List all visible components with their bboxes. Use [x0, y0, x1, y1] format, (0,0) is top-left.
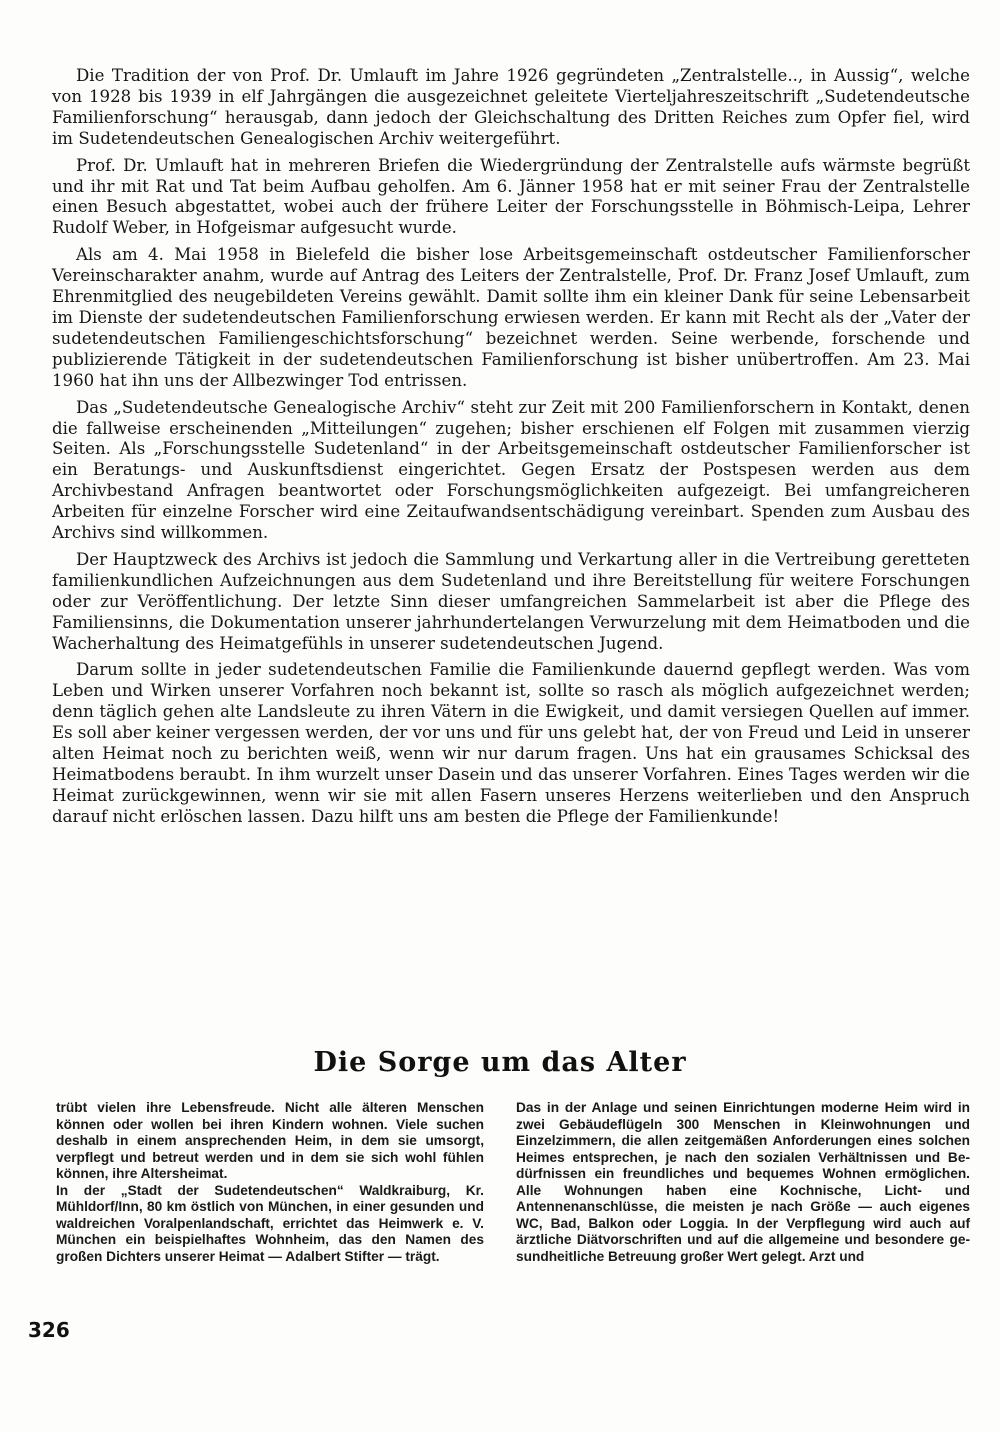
article-headline: Die Sorge um das Alter — [313, 1047, 687, 1078]
left-column-paragraph: trübt vielen ihre Lebensfreude. Nicht alle älteren Menschen können oder wollen bei ihren Kindern wohnen. Viele suchen deshalb in einem ansprechenden Heim, in dem sie umsorgt, verpflegt und betreut werden und in dem sie sich wohl fühlen können, ihre Altersheimat. — [56, 1100, 484, 1181]
paragraph-family-research: Darum sollte in jeder sudetendeutschen Familie die Familienkunde dauernd gepflegt werden. Was vom Leben und Wirken unserer Vorfahren noch bekannt ist, sollte so rasch als möglich aufgezeichnet werden; denn täglich gehen alte Landsleute zu ihren Vätern in die Ewigkeit, und damit versiegen Quellen auf immer. Es soll aber keiner vergessen werden, der vor uns und für uns gelebt hat, der von Freud und Leid in unserer alten Heimat noch zu berichten weiß, wenn wir nur darum fragen. Uns hat ein grausames Schicksal des Heimatbodens beraubt. In ihm wurzelt unser Dasein und das unserer Vorfahren. Eines Tages werden wir die Heimat zurückgewinnen, wenn wir sie mit allen Fasern unseres Herzens weiterlieben und den Anspruch darauf nicht erlöschen lassen. Dazu hilft uns am besten die Pflege der Familienkunde! — [52, 660, 970, 826]
page-number: 326 — [28, 1318, 70, 1342]
left-column-paragraph: In der „Stadt der Sudetendeutschen“ Waldkraiburg, Kr. Mühldorf/Inn, 80 km östlich von München, in einer gesunden und waldreichen Voralpenlandschaft, errichtet das Heimwerk e. V. München ein beispielhaftes Wohnheim, das den Namen des großen Dichters unserer Heimat — Adalbert Stifter — trägt. — [56, 1182, 484, 1264]
right-column-paragraph: Das in der Anlage und seinen Einrichtungen moderne Heim wird in zwei Gebäudeflügeln 300 Menschen in Kleinwohnungen und Einzelzimmern, die allen zeitgemäßen Anforderungen eines solchen Heimes entsprechen, je nach den sozialen Verhältnissen und Bedürfnissen ein freundliches und bequemes Wohnen ermöglichen. Alle Wohnungen haben eine Kochnische, Licht- und Antennenanschlüsse, die meisten je nach Größe — auch eigenes WC, Bad, Balkon oder Loggia. In der Verpflegung wird auch auf ärztliche Diätvorschriften und auf die allgemeine und besondere gesundheitliche Betreuung großer Wert gelegt. Arzt und — [516, 1100, 970, 1264]
paragraph-tradition: Die Tradition der von Prof. Dr. Umlauft im Jahre 1926 gegründeten „Zentralstelle.., in Aussig“, welche von 1928 bis 1939 in elf Jahrgängen die ausgezeichnet geleitete Vierteljahreszeitschrift „Sudetendeutsche Familienforschung“ herausgab, dann jedoch der Gleichschaltung des Dritten Reiches zum Opfer fiel, wird im Sudetendeutschen Genealogischen Archiv weitergeführt. — [52, 66, 970, 148]
paragraph-bielefeld: Als am 4. Mai 1958 in Bielefeld die bisher lose Arbeitsgemeinschaft ostdeutscher Familienforscher Vereinscharakter anahm, wurde auf Antrag des Leiters der Zentralstelle, Prof. Dr. Franz Josef Umlauft, zum Ehrenmitglied des neugebildeten Vereins gewählt. Damit sollte ihm ein kleiner Dank für seine Lebensarbeit im Dienste der sudetendeutschen Familienforschung erwiesen werden. Er kann mit Recht als der „Vater der sudetendeutschen Familiengeschichtsforschung“ bezeichnet werden. Seine werbende, forschende und publizierende Tätigkeit in der sudetendeutschen Familienforschung ist bisher unübertroffen. Am 23. Mai 1960 hat ihn uns der Allbezwinger Tod entrissen. — [52, 245, 970, 390]
main-article — [52, 66, 970, 834]
paragraph-umlauft-letters: Prof. Dr. Umlauft hat in mehreren Briefen die Wiedergründung der Zentralstelle aufs wärmste begrüßt und ihr mit Rat und Tat beim Aufbau geholfen. Am 6. Jänner 1958 hat er mit seiner Frau der Zentralstelle einen Besuch abgestattet, wobei auch der frühere Leiter der Forschungsstelle in Böhmisch-Leipa, Lehrer Rudolf Weber, in Hofgeismar aufgesucht wurde. — [52, 155, 970, 238]
right-column — [516, 1100, 970, 1265]
left-column — [56, 1100, 484, 1265]
paragraph-archive-contacts: Das „Sudetendeutsche Genealogische Archiv“ steht zur Zeit mit 200 Familienforschern in Kontakt, denen die fallweise erscheinenden „Mitteilungen“ zugehen; bisher erschienen elf Folgen mit zusammen vierzig Seiten. Als „Forschungsstelle Sudetenland“ in der Arbeitsgemeinschaft ostdeutscher Familienforscher ist ein Beratungs- und Auskunftsdienst eingerichtet. Gegen Ersatz der Postspesen werden aus dem Archivbestand Anfragen beantwortet oder Forschungsmöglichkeiten aufgezeigt. Bei umfangreicheren Arbeiten für einzelne Forscher wird eine Zeitaufwandsentschädigung vereinbart. Spenden zum Ausbau des Archivs sind willkommen. — [52, 397, 970, 543]
paragraph-main-purpose: Der Hauptzweck des Archivs ist jedoch die Sammlung und Verkartung aller in die Vertreibung geretteten familienkundlichen Aufzeichnungen aus dem Sudetenland und ihre Bereitstellung für weitere Forschungen oder zur Veröffentlichung. Der letzte Sinn dieser umfangreichen Sammelarbeit ist aber die Pflege des Familiensinns, die Dokumentation unserer jahrhundertelangen Verwurzelung mit dem Heimatboden und die Wacherhaltung des Heimatgefühls in unserer sudetendeutschen Jugend. — [52, 549, 970, 653]
